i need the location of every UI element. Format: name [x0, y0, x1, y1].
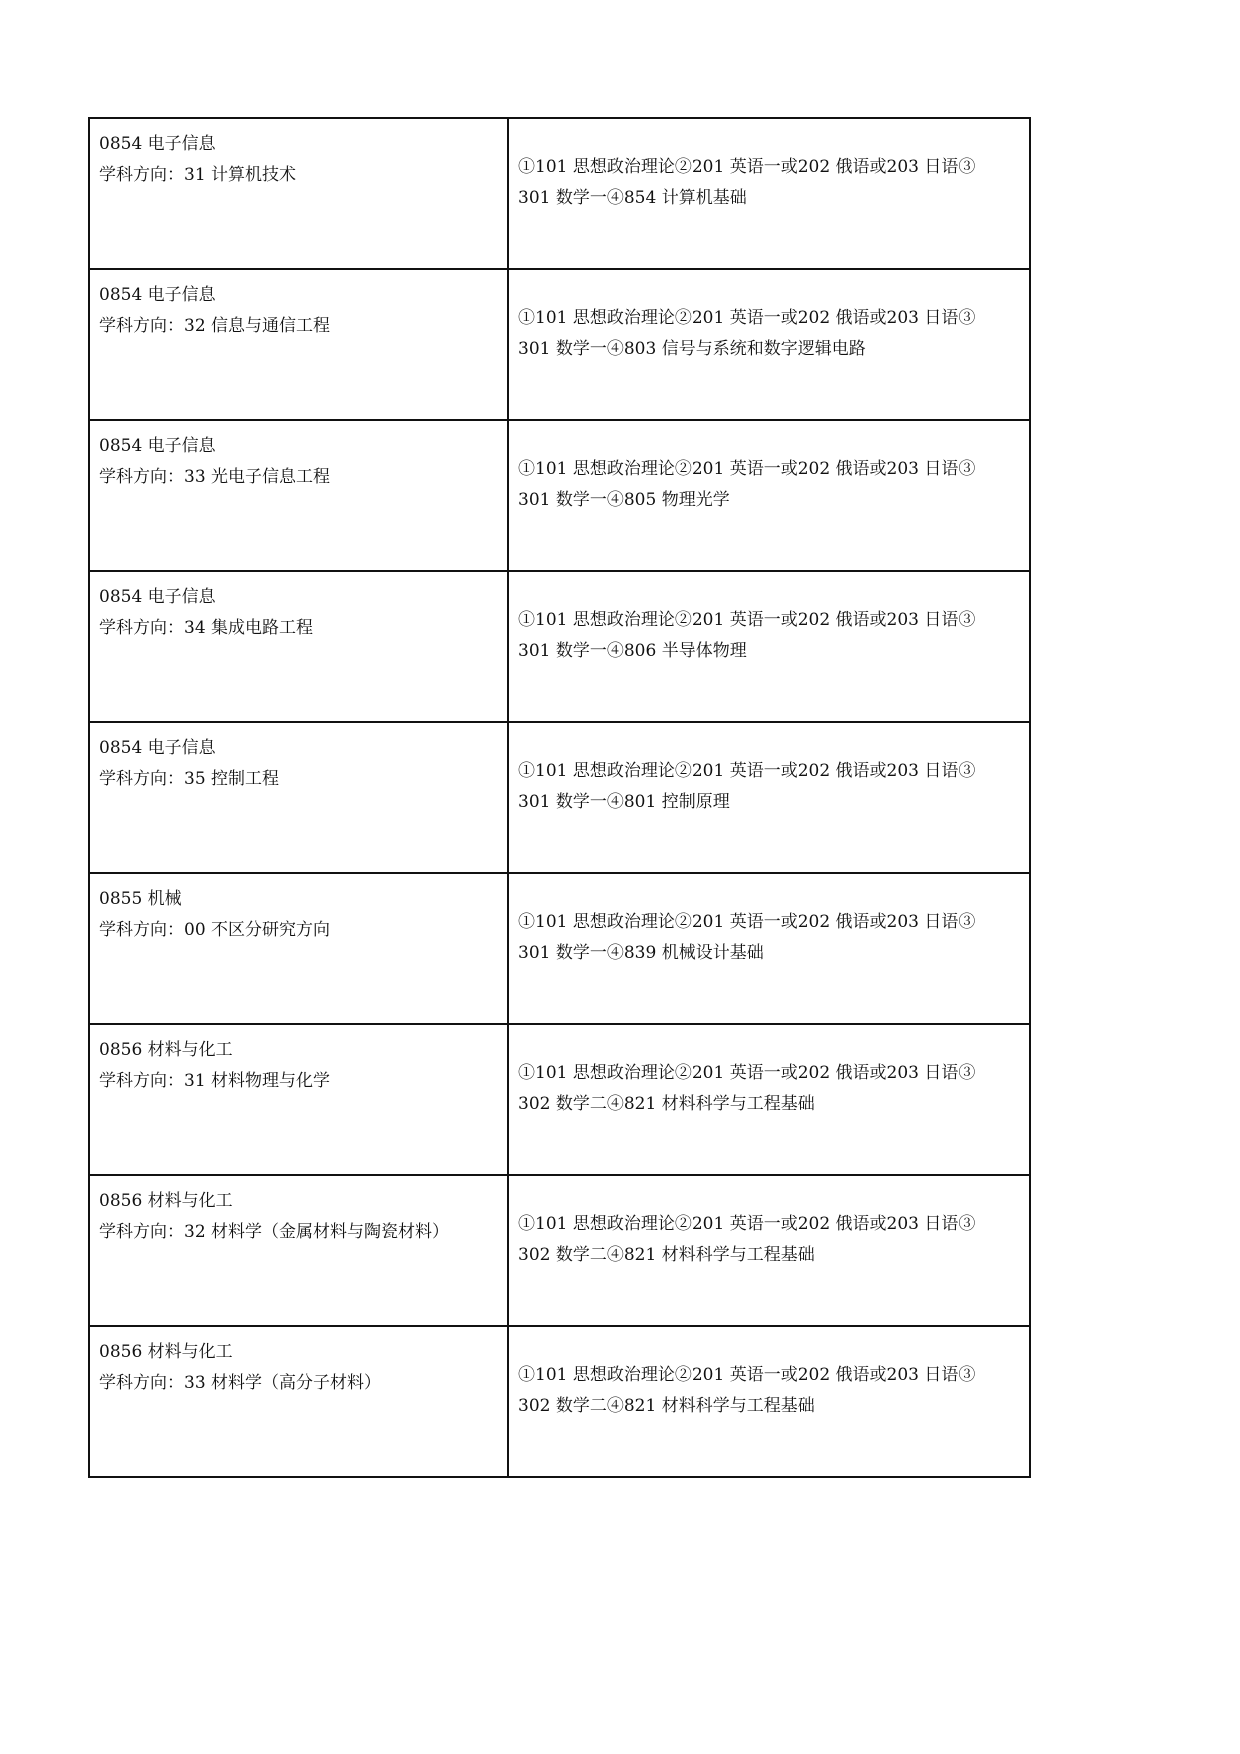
- exam-subjects-line-1: ①101 思想政治理论②201 英语一或202 俄语或203 日语③: [518, 1365, 976, 1385]
- exam-subjects-line-2: 302 数学二④821 材料科学与工程基础: [518, 1396, 815, 1416]
- research-direction: 学科方向：31 材料物理与化学: [99, 1071, 331, 1091]
- table-row: [89, 1326, 1030, 1477]
- exam-subjects-line-1: ①101 思想政治理论②201 英语一或202 俄语或203 日语③: [518, 912, 976, 932]
- research-direction: 学科方向：33 光电子信息工程: [99, 467, 331, 487]
- exam-subjects-cell: [508, 873, 1030, 1024]
- exam-subjects-line-1: ①101 思想政治理论②201 英语一或202 俄语或203 日语③: [518, 1063, 976, 1083]
- table-row: [89, 722, 1030, 873]
- program-code-name: 0854 电子信息: [99, 134, 216, 154]
- exam-subjects-cell: [508, 118, 1030, 269]
- exam-subjects-cell: [508, 722, 1030, 873]
- research-direction: 学科方向：33 材料学（高分子材料）: [99, 1373, 382, 1393]
- research-direction: 学科方向：34 集成电路工程: [99, 618, 314, 638]
- exam-subjects-cell: [508, 269, 1030, 420]
- program-cell: [89, 420, 508, 571]
- exam-subjects-line-2: 301 数学一④839 机械设计基础: [518, 943, 764, 963]
- program-cell: [89, 722, 508, 873]
- program-cell: [89, 1175, 508, 1326]
- program-code-name: 0856 材料与化工: [99, 1191, 233, 1211]
- exam-subjects-line-2: 301 数学一④801 控制原理: [518, 792, 730, 812]
- program-code-name: 0854 电子信息: [99, 285, 216, 305]
- exam-subjects-line-2: 301 数学一④854 计算机基础: [518, 188, 747, 208]
- exam-subjects-line-1: ①101 思想政治理论②201 英语一或202 俄语或203 日语③: [518, 1214, 976, 1234]
- exam-subjects-line-1: ①101 思想政治理论②201 英语一或202 俄语或203 日语③: [518, 308, 976, 328]
- program-cell: [89, 269, 508, 420]
- table-row: [89, 1175, 1030, 1326]
- exam-subjects-cell: [508, 420, 1030, 571]
- research-direction: 学科方向：35 控制工程: [99, 769, 280, 789]
- program-code-name: 0855 机械: [99, 889, 182, 909]
- program-cell: [89, 873, 508, 1024]
- exam-subjects-line-2: 302 数学二④821 材料科学与工程基础: [518, 1245, 815, 1265]
- table-row: [89, 420, 1030, 571]
- exam-subjects-cell: [508, 1326, 1030, 1477]
- program-code-name: 0854 电子信息: [99, 436, 216, 456]
- exam-subjects-cell: [508, 1024, 1030, 1175]
- program-cell: [89, 571, 508, 722]
- research-direction: 学科方向：32 材料学（金属材料与陶瓷材料）: [99, 1222, 450, 1242]
- exam-subjects-line-2: 302 数学二④821 材料科学与工程基础: [518, 1094, 815, 1114]
- program-code-name: 0856 材料与化工: [99, 1342, 233, 1362]
- exam-subjects-line-2: 301 数学一④805 物理光学: [518, 490, 730, 510]
- exam-subjects-cell: [508, 1175, 1030, 1326]
- table-row: [89, 873, 1030, 1024]
- research-direction: 学科方向：32 信息与通信工程: [99, 316, 331, 336]
- exam-subjects-line-1: ①101 思想政治理论②201 英语一或202 俄语或203 日语③: [518, 157, 976, 177]
- research-direction: 学科方向：00 不区分研究方向: [99, 920, 331, 940]
- exam-subjects-cell: [508, 571, 1030, 722]
- table-row: [89, 269, 1030, 420]
- program-code-name: 0856 材料与化工: [99, 1040, 233, 1060]
- program-cell: [89, 1024, 508, 1175]
- research-direction: 学科方向：31 计算机技术: [99, 165, 297, 185]
- program-cell: [89, 1326, 508, 1477]
- exam-subjects-line-1: ①101 思想政治理论②201 英语一或202 俄语或203 日语③: [518, 610, 976, 630]
- program-code-name: 0854 电子信息: [99, 738, 216, 758]
- table-row: [89, 1024, 1030, 1175]
- table-row: [89, 571, 1030, 722]
- exam-subjects-line-1: ①101 思想政治理论②201 英语一或202 俄语或203 日语③: [518, 761, 976, 781]
- exam-subjects-line-2: 301 数学一④806 半导体物理: [518, 641, 747, 661]
- exam-subjects-table: [88, 117, 1031, 1478]
- program-cell: [89, 118, 508, 269]
- exam-subjects-line-1: ①101 思想政治理论②201 英语一或202 俄语或203 日语③: [518, 459, 976, 479]
- table-row: [89, 118, 1030, 269]
- program-code-name: 0854 电子信息: [99, 587, 216, 607]
- exam-subjects-line-2: 301 数学一④803 信号与系统和数字逻辑电路: [518, 339, 866, 359]
